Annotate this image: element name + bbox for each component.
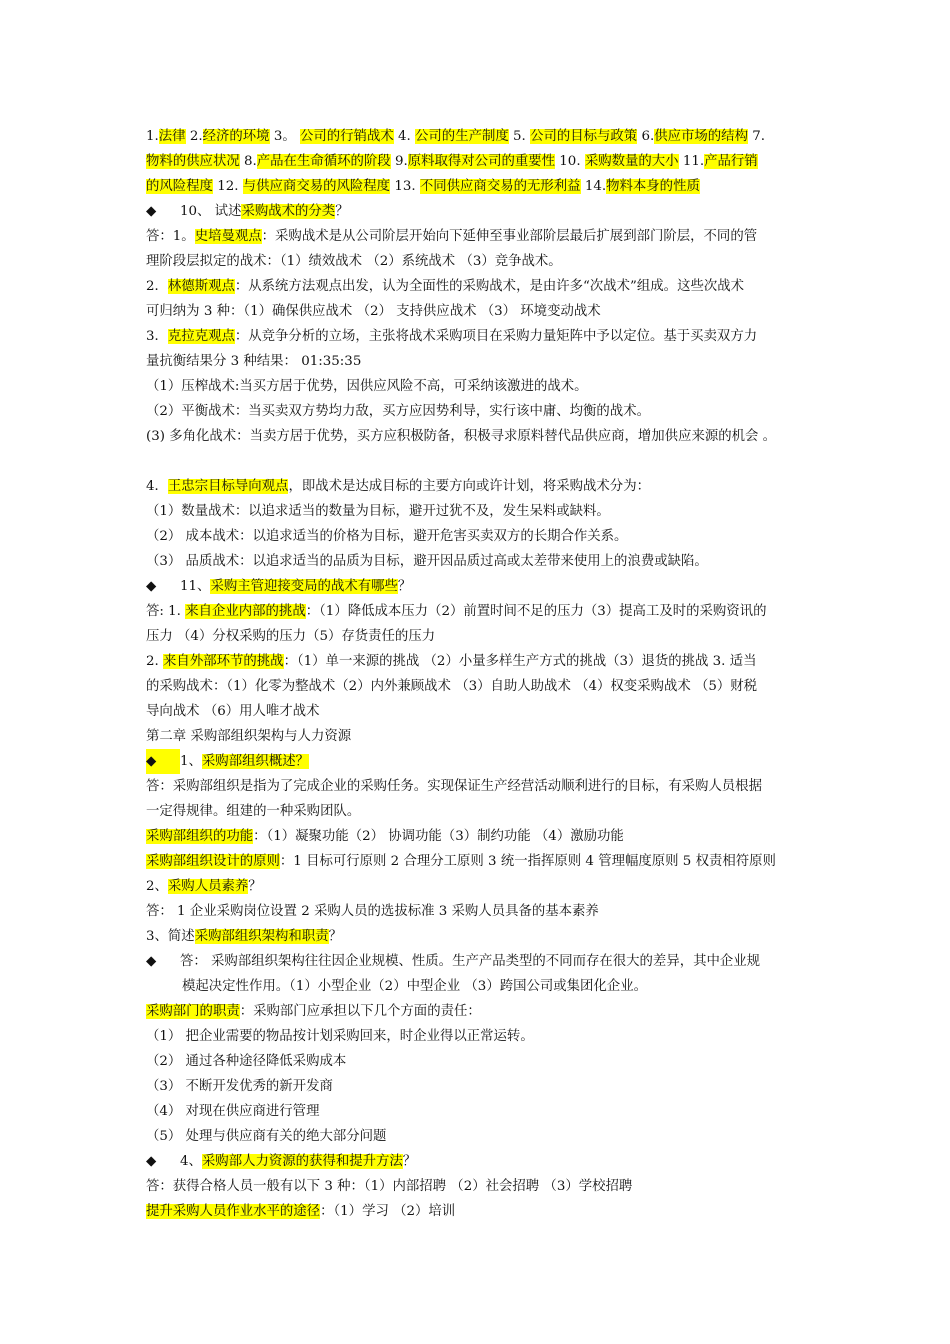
- text-segment: 1.: [146, 129, 159, 144]
- text-segment: 答: 1.: [146, 604, 186, 619]
- text-segment: 14.: [580, 179, 607, 194]
- text-segment: 13.: [390, 179, 420, 194]
- text-segment: 12.: [212, 179, 243, 194]
- text-line: [146, 299, 814, 324]
- list-item: [146, 1124, 814, 1149]
- text-segment: 理阶段层拟定的战术：（1）绩效战术 （2）系统战术 （3）竞争战术。: [146, 254, 562, 269]
- text-segment: （3） 不断开发优秀的新开发商: [146, 1079, 333, 1094]
- text-segment: ？: [328, 929, 342, 944]
- highlighted-text: 原料取得对公司的重要性: [407, 154, 556, 169]
- highlighted-text: 采购部组织设计的原则: [146, 854, 280, 869]
- text-segment: （2）平衡战术：当买卖双方势均力敌，买方应因势利导，实行该中庸、均衡的战术。: [146, 404, 650, 419]
- list-item: [146, 1099, 814, 1124]
- list-item: [146, 1074, 814, 1099]
- highlighted-text: 产品在生命循环的阶段: [256, 154, 391, 169]
- text-segment: （5） 处理与供应商有关的绝大部分问题: [146, 1129, 387, 1144]
- text-line: [146, 399, 814, 424]
- text-segment: 模起决定性作用。（1）小型企业（2）中型企业 （3）跨国公司或集团化企业。: [182, 979, 648, 994]
- text-segment: 2．: [146, 279, 168, 294]
- question-heading-3: [146, 924, 814, 949]
- list-item: [146, 1024, 814, 1049]
- question-heading-1: [146, 749, 814, 774]
- highlighted-text: 提升采购人员作业水平的途径: [146, 1204, 321, 1219]
- text-segment: 答： 采购部组织架构往往因企业规模、性质。生产产品类型的不同而存在很大的差异，其中企业规: [180, 954, 761, 969]
- text-segment: 答：采购部组织是指为了完成企业的采购任务。实现保证生产经营活动顺利进行的目标，有采购人员根据: [146, 779, 762, 794]
- highlighted-text: 供应市场的结构: [654, 129, 748, 144]
- text-line: [146, 674, 814, 699]
- blank-line: [146, 449, 814, 474]
- text-line: [146, 524, 814, 549]
- text-segment: ：1 目标可行原则 2 合理分工原则 3 统一指挥原则 4 管理幅度原则 5 权责相符原则: [279, 854, 776, 869]
- text-segment: 11、: [180, 579, 211, 594]
- highlighted-text: 史培曼观点: [194, 229, 262, 244]
- text-segment: ：采购战术是从公司阶层开始向下延伸至事业部阶层最后扩展到部门阶层，不同的管: [261, 229, 758, 244]
- text-segment: ，即战术是达成目标的主要方向或许计划，将采购战术分为：: [288, 479, 650, 494]
- question-heading-10: [146, 199, 814, 224]
- text-line: [146, 349, 814, 374]
- text-line: [146, 799, 814, 824]
- highlighted-text: 的风险程度: [146, 179, 213, 194]
- text-segment: 7.: [747, 129, 766, 144]
- highlighted-text: 采购主管迎接变局的战术有哪些: [210, 579, 398, 594]
- highlighted-text: 物料的供应状况: [146, 154, 240, 169]
- text-line: [146, 824, 814, 849]
- highlighted-text: 来自企业内部的挑战: [185, 604, 306, 619]
- text-segment: 8.: [239, 154, 257, 169]
- text-segment: ？: [402, 1154, 417, 1169]
- highlighted-text: 来自外部环节的挑战: [163, 654, 284, 669]
- text-segment: ：从系统方法观点出发，认为全面性的采购战术，是由许多“次战术”组成。这些次战术: [234, 279, 745, 294]
- highlighted-text: 采购部组织的功能: [146, 829, 254, 844]
- text-line: [146, 499, 814, 524]
- text-segment: 4、: [180, 1154, 202, 1169]
- text-segment: 第二章 采购部组织架构与人力资源: [146, 729, 352, 744]
- text-line: [146, 849, 814, 874]
- text-segment: 量抗衡结果分 3 种结果： 01:35:35: [146, 354, 362, 369]
- text-segment: （4） 对现在供应商进行管理: [146, 1104, 320, 1119]
- text-line: [146, 249, 814, 274]
- text-segment: 压力 （4）分权采购的压力（5）存货责任的压力: [146, 629, 436, 644]
- text-segment: 6.: [637, 129, 655, 144]
- bullet-icon: ◆: [146, 204, 157, 219]
- text-segment: 2.: [146, 654, 164, 669]
- text-line: [146, 174, 814, 199]
- text-segment: 导向战术 （6）用人唯才战术: [146, 704, 320, 719]
- text-segment: 10、 试述: [180, 204, 242, 219]
- text-segment: 4.: [393, 129, 416, 144]
- text-segment: (3) 多角化战术：当卖方居于优势，买方应积极防备，积极寻求原料替代品供应商，增加供应来源的机会 。: [146, 429, 777, 444]
- text-line: [146, 974, 814, 999]
- text-line: [146, 274, 814, 299]
- highlighted-text: 采购部组织概述？: [201, 754, 310, 769]
- text-segment: 1、: [180, 754, 202, 769]
- text-line: [146, 699, 814, 724]
- highlighted-text: 采购部门的职责: [146, 1004, 240, 1019]
- highlighted-text: 公司的生产制度: [415, 129, 509, 144]
- text-segment: 3。: [269, 129, 300, 144]
- text-segment: 答： 1 企业采购岗位设置 2 采购人员的选拔标准 3 采购人员具备的基本素养: [146, 904, 599, 919]
- text-segment: 9.: [390, 154, 408, 169]
- text-segment: 4．: [146, 479, 168, 494]
- answer-line: [146, 1174, 814, 1199]
- highlighted-text: 采购人员素养: [167, 879, 249, 894]
- text-segment: 11.: [678, 154, 705, 169]
- highlighted-text: 克拉克观点: [167, 329, 235, 344]
- text-segment: （2） 成本战术：以追求适当的价格为目标，避开危害买卖双方的长期合作关系。: [146, 529, 628, 544]
- question-heading-11: [146, 574, 814, 599]
- highlighted-text: 经济的环境: [202, 129, 270, 144]
- text-segment: ？: [248, 879, 262, 894]
- text-segment: 答：1。: [146, 229, 195, 244]
- text-segment: （1）数量战术：以追求适当的数量为目标，避开过犹不及，发生呆料或缺料。: [146, 504, 610, 519]
- list-item: [146, 1049, 814, 1074]
- highlighted-text: 王忠宗目标导向观点: [167, 479, 289, 494]
- text-segment: 可归纳为 3 种：（1）确保供应战术 （2） 支持供应战术 （3） 环境变动战术: [146, 304, 601, 319]
- text-segment: 一定得规律。组建的一种采购团队。: [146, 804, 361, 819]
- text-line: [146, 999, 814, 1024]
- text-segment: 的采购战术：（1）化零为整战术（2）内外兼顾战术 （3）自助人助战术 （4）权变采购战术 （5）财税: [146, 679, 758, 694]
- text-segment: （3） 品质战术：以追求适当的品质为目标，避开因品质过高或太差带来使用上的浪费或缺陷。: [146, 554, 708, 569]
- text-line: [146, 649, 814, 674]
- highlighted-text: 与供应商交易的风险程度: [242, 179, 391, 194]
- text-line: [146, 624, 814, 649]
- text-segment: ：（1）单一来源的挑战 （2）小量多样生产方式的挑战（3）退货的挑战 3. 适当: [283, 654, 757, 669]
- answer-line: [146, 224, 814, 249]
- document-body: [146, 124, 814, 1224]
- text-line: [146, 474, 814, 499]
- text-segment: 10.: [555, 154, 585, 169]
- text-segment: 3．: [146, 329, 168, 344]
- text-segment: 2、: [146, 879, 168, 894]
- highlighted-text: 不同供应商交易的无形利益: [419, 179, 581, 194]
- bullet-icon: ◆: [146, 954, 157, 969]
- text-line: [146, 424, 814, 449]
- highlighted-text: 采购部组织架构和职责: [194, 929, 329, 944]
- text-segment: （1）压榨战术:当买方居于优势，因供应风险不高，可采纳该激进的战术。: [146, 379, 588, 394]
- text-segment: ：（1）凝聚功能（2） 协调功能（3）制约功能 （4）激励功能: [253, 829, 624, 844]
- highlighted-text: 物料本身的性质: [606, 179, 700, 194]
- bullet-icon: ◆: [146, 579, 157, 594]
- text-segment: ：采购部门应承担以下几个方面的责任：: [239, 1004, 481, 1019]
- highlighted-text: 采购部人力资源的获得和提升方法: [201, 1154, 403, 1169]
- highlighted-text: 产品行销: [704, 154, 758, 169]
- text-segment: ？: [397, 579, 412, 594]
- text-segment: ？: [335, 204, 349, 219]
- bullet-icon: ◆: [146, 1154, 157, 1169]
- text-line: [146, 124, 814, 149]
- highlighted-text: 采购战术的分类: [241, 204, 336, 219]
- chapter-heading: [146, 724, 814, 749]
- highlighted-text: 林德斯观点: [167, 279, 235, 294]
- text-segment: （1） 把企业需要的物品按计划采购回来，时企业得以正常运转。: [146, 1029, 534, 1044]
- question-heading-2: [146, 874, 814, 899]
- highlighted-text: 公司的行销战术: [300, 129, 394, 144]
- text-segment: （2） 通过各种途径降低采购成本: [146, 1054, 347, 1069]
- text-segment: 2.: [185, 129, 203, 144]
- highlighted-text: 公司的目标与政策: [530, 129, 638, 144]
- text-line: [146, 1199, 814, 1224]
- question-heading-4: [146, 1149, 814, 1174]
- text-line: [146, 149, 814, 174]
- text-segment: 3、简述: [146, 929, 195, 944]
- answer-line: [146, 599, 814, 624]
- text-line: [146, 549, 814, 574]
- text-segment: ：从竞争分析的立场，主张将战术采购项目在采购力量矩阵中予以定位。基于买卖双方力: [234, 329, 758, 344]
- answer-line: [146, 774, 814, 799]
- text-line: [146, 324, 814, 349]
- highlighted-text: 采购数量的大小: [584, 154, 679, 169]
- answer-line: [146, 949, 814, 974]
- bullet-icon: ◆: [146, 749, 180, 774]
- text-segment: 5.: [508, 129, 531, 144]
- text-segment: ：（1）学习 （2）培训: [320, 1204, 456, 1219]
- text-segment: 答：获得合格人员一般有以下 3 种：（1）内部招聘 （2）社会招聘 （3）学校招聘: [146, 1179, 633, 1194]
- highlighted-text: 法律: [158, 129, 186, 144]
- text-segment: ：（1）降低成本压力（2）前置时间不足的压力（3）提高工及时的采购资讯的: [305, 604, 767, 619]
- answer-line: [146, 899, 814, 924]
- text-line: [146, 374, 814, 399]
